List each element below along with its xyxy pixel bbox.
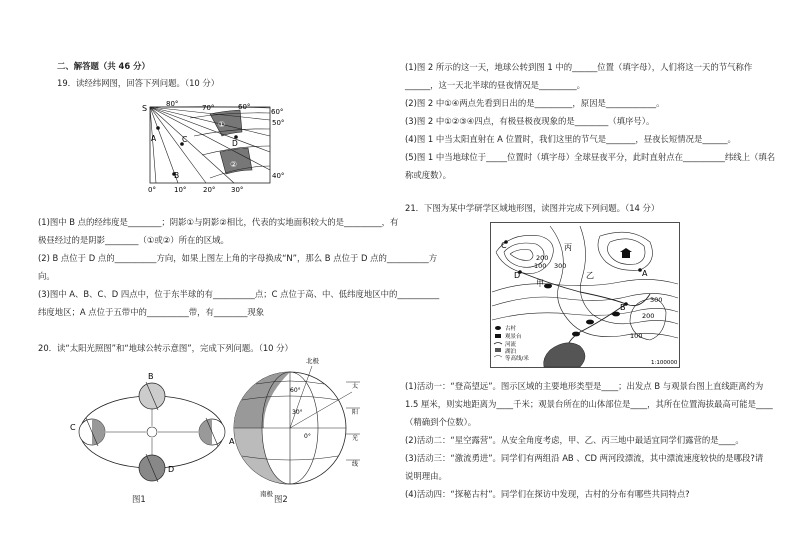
svg-text:乙: 乙 xyxy=(586,271,594,280)
fig1-caption: 图1 xyxy=(132,494,146,504)
svg-text:湖泊: 湖泊 xyxy=(505,349,517,355)
point-c-label: C xyxy=(182,135,188,144)
svg-text:A: A xyxy=(229,437,235,446)
label-s: S xyxy=(142,104,148,113)
q21-line1: (1)活动一：“登高望远”。图示区域的主要地形类型是____；出发点 B 与观景台图上直线距离约为 xyxy=(405,381,764,391)
svg-text:60°: 60° xyxy=(271,108,284,116)
svg-text:50°: 50° xyxy=(272,119,285,127)
svg-text:100: 100 xyxy=(534,262,547,270)
svg-text:40°: 40° xyxy=(272,172,285,180)
lat-long-grid-figure xyxy=(138,100,288,196)
svg-text:观景台: 观景台 xyxy=(505,334,522,340)
svg-text:B: B xyxy=(148,372,154,381)
svg-text:B: B xyxy=(620,303,626,312)
q20-cont-line4: (3)图 2 中①②③④四点，有极昼极夜现象的是________（填序号）。 xyxy=(405,116,655,126)
svg-text:古村: 古村 xyxy=(505,326,517,332)
point-a-label: A xyxy=(151,134,157,143)
q20-cont-line3: (2)图 2 中①④两点先看到日出的是_________，原因是____________。 xyxy=(405,98,665,108)
q19-intro: 19．读经纬网图，回答下列问题。（10 分） xyxy=(57,78,220,88)
svg-text:C: C xyxy=(501,241,507,250)
sun-icon xyxy=(147,427,157,437)
q21-line5: (3)活动三：“激流勇进”。同学们有两组沿 AB 、CD 两河段漂流，其中漂流速度较快的是哪段?请 xyxy=(405,453,764,463)
svg-text:②: ② xyxy=(230,160,238,169)
svg-text:①: ① xyxy=(218,120,226,129)
q20-cont-line5: (4)图 1 中当太阳直射在 A 位置时，我们这里的节气是_______，昼夜长短情况是______。 xyxy=(405,134,736,144)
svg-text:线: 线 xyxy=(352,461,359,468)
svg-text:河流: 河流 xyxy=(505,342,517,348)
svg-text:太: 太 xyxy=(352,383,359,390)
svg-text:C: C xyxy=(70,423,76,432)
svg-text:D: D xyxy=(514,271,521,280)
svg-text:0°: 0° xyxy=(304,433,311,440)
q19-line6: 纬度地区；A 点位于五带中的__________带，有________现象 xyxy=(38,307,265,317)
topographic-map-figure xyxy=(490,222,680,368)
q21-intro: 21．下图为某中学研学区域地形图，读图并完成下列问题。（14 分） xyxy=(405,203,660,213)
q19-line3: (2) B 点位于 D 点的__________方向，如果上图左上角的字母换成“N”，那么 B 点位于 D 点的__________方 xyxy=(38,253,438,263)
svg-text:70°: 70° xyxy=(202,104,215,112)
svg-text:80°: 80° xyxy=(166,100,179,108)
sunlight-globe-figure xyxy=(232,352,362,500)
fig2-caption: 图2 xyxy=(274,494,288,504)
svg-text:100: 100 xyxy=(630,332,643,340)
svg-text:20°: 20° xyxy=(203,186,216,194)
svg-text:200: 200 xyxy=(536,254,549,262)
q20-cont-line6: (5)图 1 中当地球位于_____位置时（填字母）全球昼夜平分，此时直射点在__________纬线上（填名 xyxy=(405,152,776,162)
svg-text:30°: 30° xyxy=(231,186,244,194)
q21-line7: (4)活动四：“探秘古村”。同学们在探访中发现，古村的分布有哪些共同特点? xyxy=(405,489,690,499)
q19-line5: (3)图中 A、B、C、D 四点中，位于东半球的有__________点；C 点位于高、中、低纬度地区中的__________ xyxy=(38,289,440,299)
svg-text:光: 光 xyxy=(352,435,359,442)
svg-text:南极: 南极 xyxy=(260,490,273,498)
svg-text:60°: 60° xyxy=(238,103,251,111)
q19-line1: (1)图中 B 点的经纬度是________；阴影①与阴影②相比，代表的实地面积较大的是_________，有 xyxy=(38,217,399,227)
svg-text:300: 300 xyxy=(554,262,567,270)
svg-text:丙: 丙 xyxy=(564,243,572,252)
svg-text:200: 200 xyxy=(642,312,655,320)
q21-line3: （精确到个位数）。 xyxy=(405,417,477,427)
svg-text:1:100000: 1:100000 xyxy=(651,360,678,366)
svg-text:D: D xyxy=(168,465,175,474)
observation-platform-icon xyxy=(622,252,630,258)
svg-text:0°: 0° xyxy=(148,186,156,194)
q20-cont-line7: 称或度数）。 xyxy=(405,170,452,180)
svg-text:10°: 10° xyxy=(174,186,187,194)
svg-text:A: A xyxy=(642,269,648,278)
q20-cont-line1: (1)图 2 所示的这一天，地球公转到图 1 中的______位置（填字母），人们将这一天的节气称作 xyxy=(405,62,753,72)
section-title: 二、解答题（共 46 分） xyxy=(57,61,150,71)
q21-line6: 说明理由。 xyxy=(405,471,447,481)
q20-cont-line2: ______，这一天北半球的昼夜情况是_________。 xyxy=(405,80,586,90)
point-d-label: D xyxy=(232,139,238,148)
svg-text:30°: 30° xyxy=(292,409,303,416)
svg-text:60°: 60° xyxy=(290,387,301,394)
q19-line2: 极昼经过的是阴影________（①或②）所在的区域。 xyxy=(38,235,229,245)
svg-text:阳: 阳 xyxy=(352,409,359,416)
point-b-label: B xyxy=(174,171,180,180)
q19-line4: 向。 xyxy=(38,271,55,281)
earth-orbit-figure xyxy=(66,366,238,496)
q21-line2: 1.5 厘米，则实地距离为____千米；观景台所在的山体部位是____，其所在位置海拔最高可能是____ xyxy=(405,399,773,409)
svg-text:甲: 甲 xyxy=(536,279,544,288)
svg-text:300: 300 xyxy=(650,296,663,304)
q21-line4: (2)活动二：“星空露营”。从安全角度考虑，甲、乙、丙三地中最适宜同学们露营的是____。 xyxy=(405,435,744,445)
q20-intro: 20．读“太阳光照图”和“地球公转示意图”，完成下列问题。（10 分） xyxy=(38,343,293,353)
svg-text:北极: 北极 xyxy=(306,357,319,365)
svg-text:等高线/米: 等高线/米 xyxy=(505,356,529,362)
